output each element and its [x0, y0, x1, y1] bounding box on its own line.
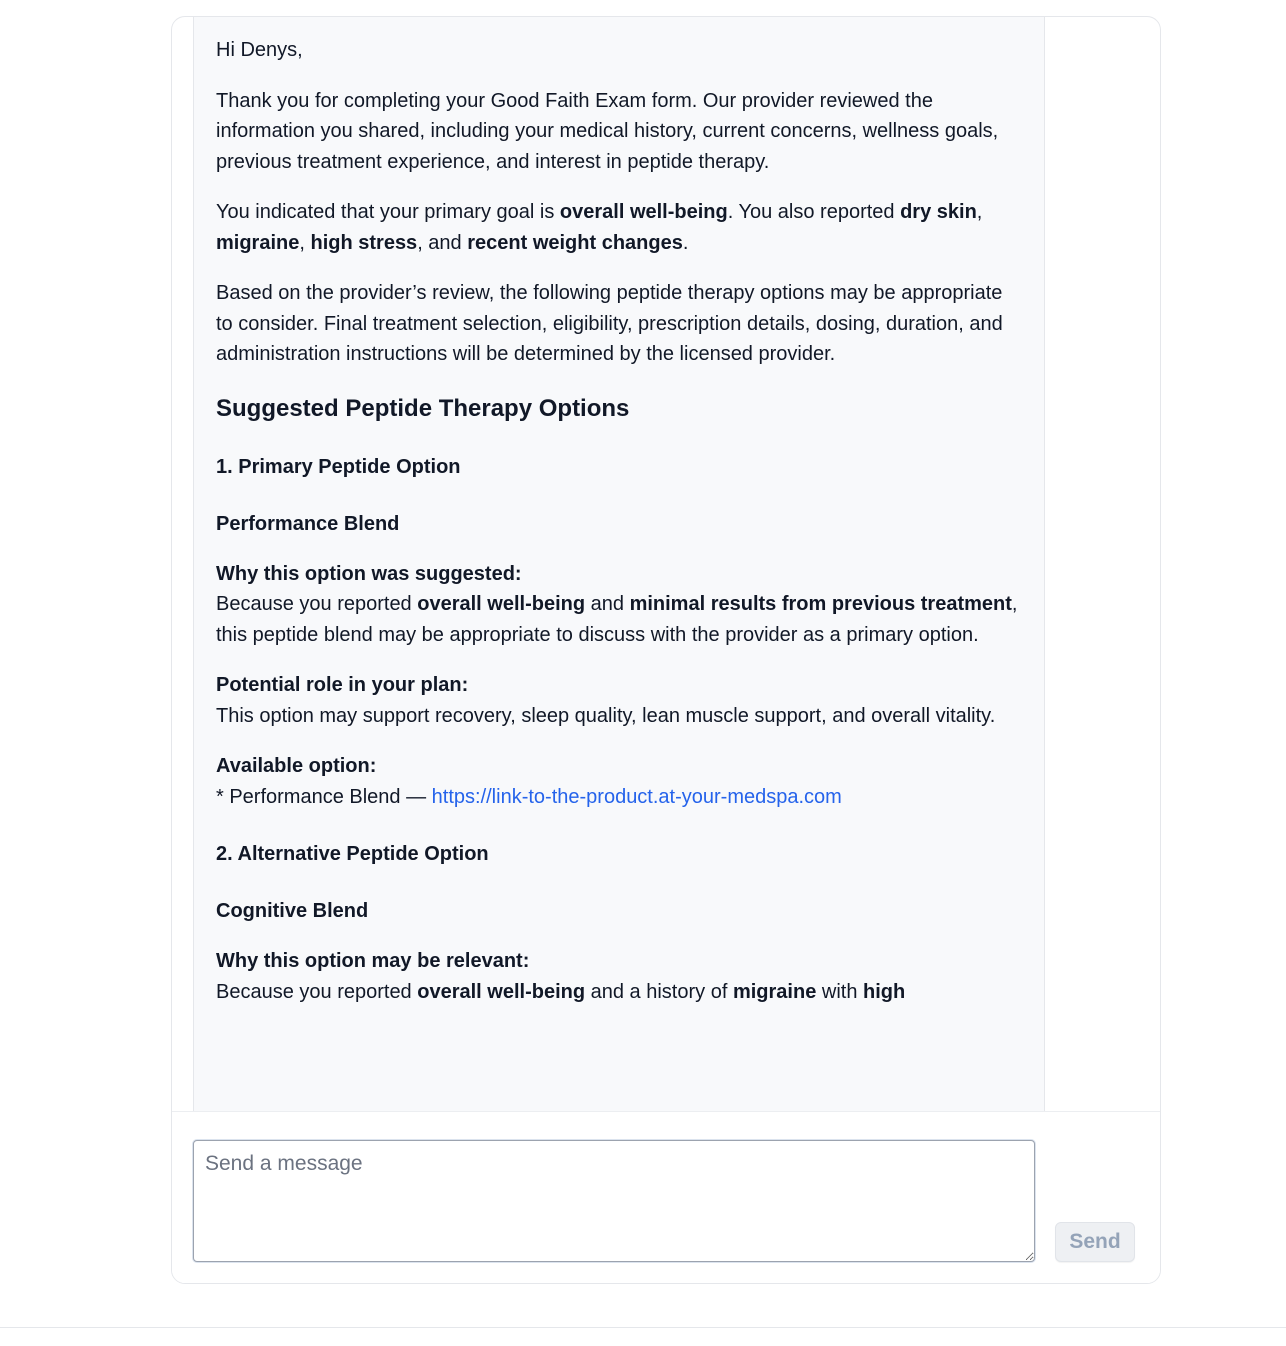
- why-label: Why this option may be relevant:: [216, 950, 530, 972]
- page-divider: [0, 1327, 1286, 1328]
- text-segment: ,: [299, 231, 311, 254]
- text-segment: , and: [417, 231, 468, 254]
- option1-role: [216, 670, 1022, 731]
- bold-term: migraine: [732, 980, 817, 1003]
- text-segment: .: [682, 231, 689, 254]
- option1-name: Performance Blend: [216, 512, 400, 535]
- option1-why: [216, 559, 1022, 651]
- text-segment: and: [585, 593, 630, 615]
- bold-term: high: [863, 980, 906, 1003]
- intro-paragraph: Thank you for completing your Good Faith Exam form. Our provider reviewed the information you shared, including your medical history, current concerns, wellness goals, previous treatment experience, and interest in peptide therapy.: [216, 89, 999, 173]
- message-composer: [172, 1111, 1160, 1284]
- text-segment: with: [816, 980, 863, 1003]
- bold-term: high stress: [310, 231, 418, 254]
- option2-heading: 2. Alternative Peptide Option: [216, 843, 489, 865]
- text-segment: Because you reported: [216, 593, 418, 615]
- assistant-message: [193, 17, 1045, 1111]
- bold-term: migraine: [216, 231, 300, 254]
- message-list[interactable]: [172, 17, 1160, 1111]
- product-link[interactable]: https://link-to-the-product.at-your-medspa.com: [431, 785, 842, 808]
- text-segment: You indicated that your primary goal is: [216, 201, 560, 223]
- section-heading: Suggested Peptide Therapy Options: [216, 394, 630, 422]
- option2-why: [216, 946, 1022, 1007]
- text-segment: and a history of: [585, 980, 733, 1003]
- why-label: Why this option was suggested:: [216, 562, 522, 585]
- chat-panel: [171, 16, 1161, 1284]
- bold-term: minimal results from previous treatment: [629, 593, 1012, 615]
- bold-term: recent weight changes: [467, 231, 683, 254]
- message-input[interactable]: [193, 1140, 1035, 1262]
- option1-available: [216, 751, 1022, 812]
- option1-heading: 1. Primary Peptide Option: [216, 455, 461, 478]
- role-label: Potential role in your plan:: [216, 674, 469, 696]
- role-text: This option may support recovery, sleep quality, lean muscle support, and overall vitality.: [216, 704, 996, 727]
- bold-term: overall well-being: [559, 201, 728, 223]
- bold-term: overall well-being: [417, 980, 586, 1003]
- send-button[interactable]: Send: [1055, 1222, 1135, 1262]
- text-segment: , this peptide blend may be appropriate to discuss with the provider as a primary option.: [216, 593, 1018, 646]
- option2-name: Cognitive Blend: [216, 900, 369, 922]
- review-paragraph: Based on the provider’s review, the following peptide therapy options may be appropriate to consider. Final treatment selection, eligibility, prescription details, dosing, duration, and administration instructions will be determined by the licensed provider.: [216, 282, 1003, 365]
- available-prefix: * Performance Blend —: [216, 785, 432, 808]
- bold-term: dry skin: [900, 201, 977, 223]
- text-segment: ,: [976, 201, 983, 223]
- greeting-text: Hi Denys,: [216, 39, 303, 61]
- goal-paragraph: [216, 197, 1022, 258]
- text-segment: Because you reported: [216, 980, 418, 1003]
- available-label: Available option:: [216, 755, 377, 777]
- text-segment: . You also reported: [727, 201, 901, 223]
- bold-term: overall well-being: [417, 593, 586, 615]
